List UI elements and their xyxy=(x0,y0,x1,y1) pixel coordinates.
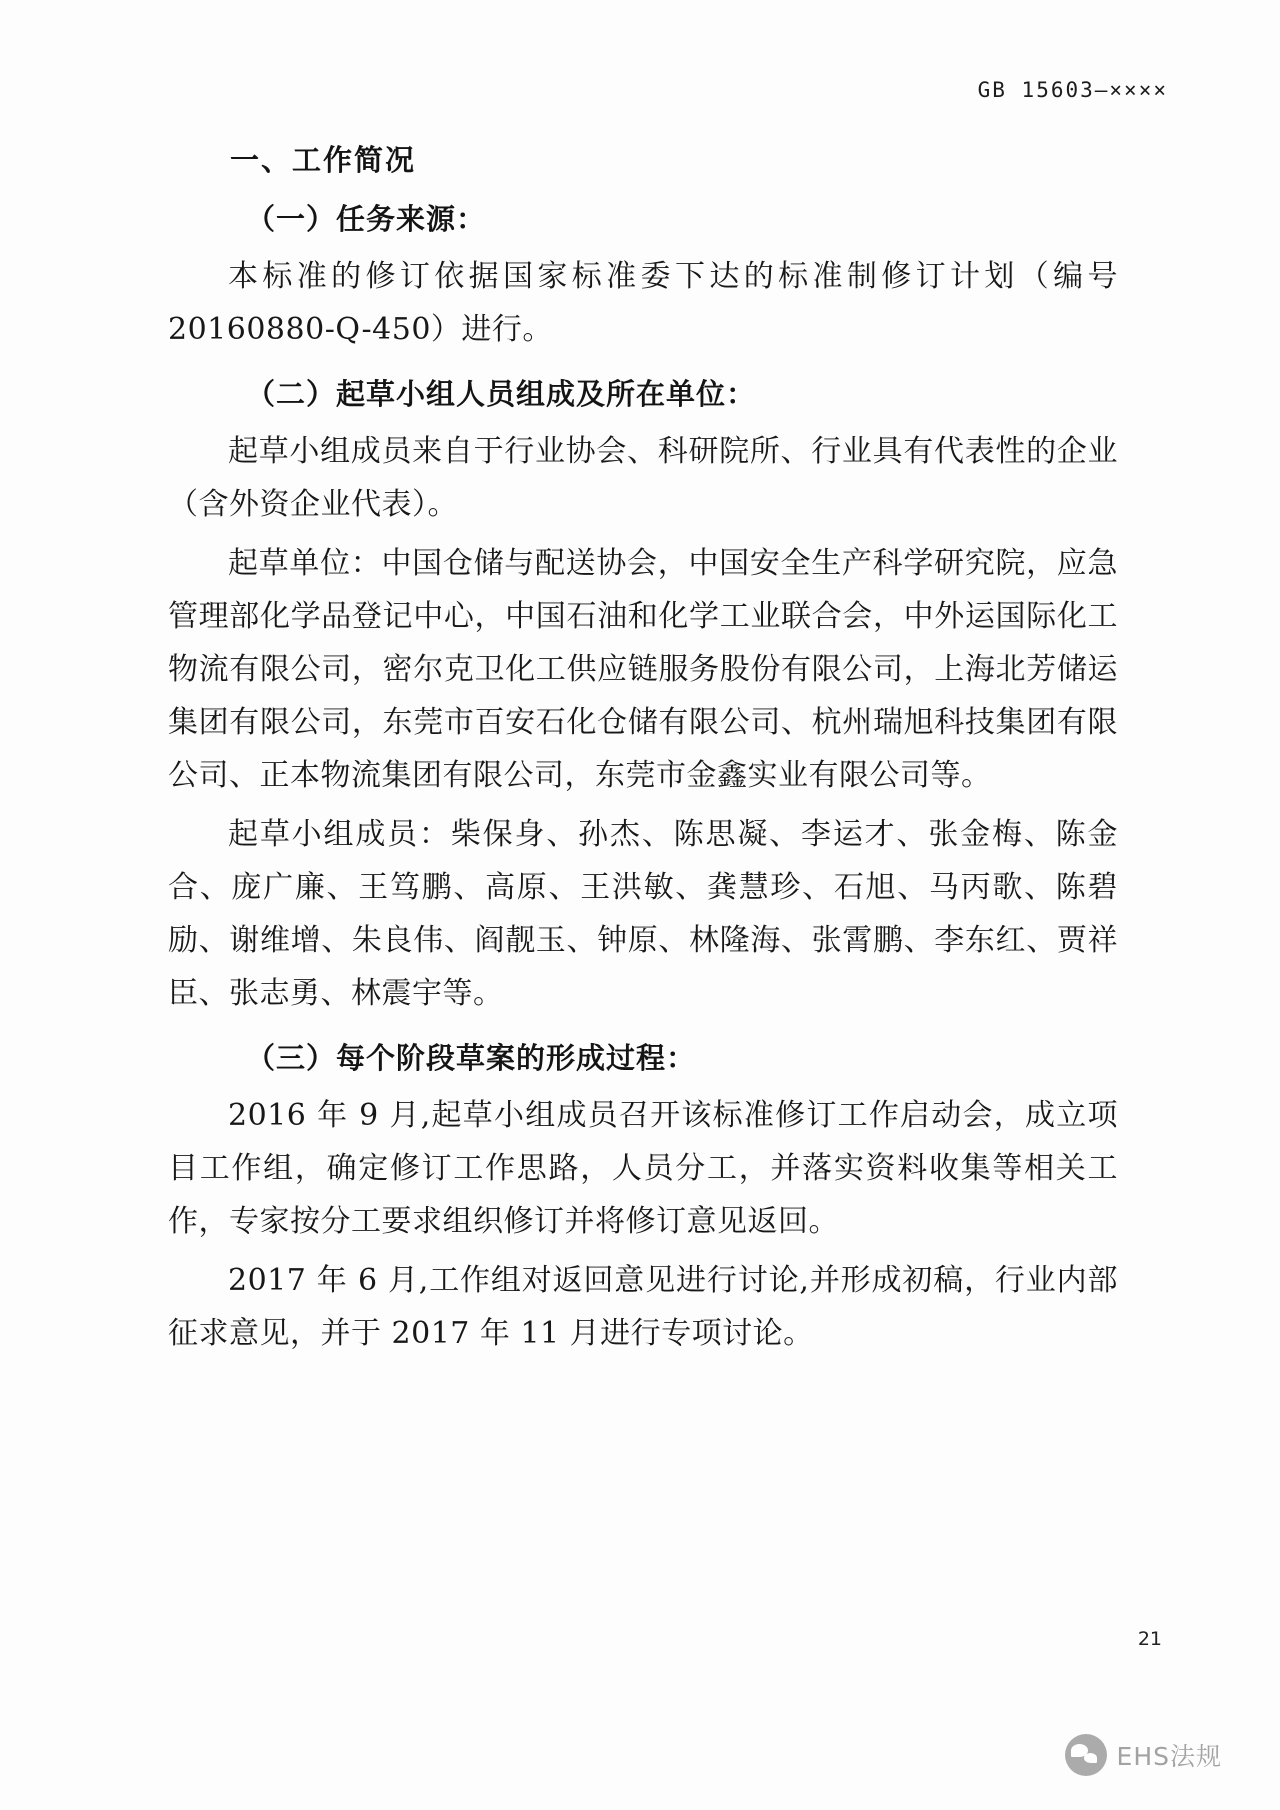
subsection-heading-task-source: （一）任务来源： xyxy=(246,202,487,236)
document-body xyxy=(168,138,1118,1366)
watermark-label: EHS法规 xyxy=(1116,1742,1222,1771)
paragraph-stage-2016: 2016 年 9 月,起草小组成员召开该标准修订工作启动会，成立项目工作组，确定修订工作思路，人员分工，并落实资料收集等相关工作，专家按分工要求组织修订并将修订意见返回。 xyxy=(168,1098,1118,1239)
paragraph-drafting-group-origin: 起草小组成员来自于行业协会、科研院所、行业具有代表性的企业（含外资企业代表）。 xyxy=(168,434,1118,522)
section-heading-work-overview: 一、工作简况 xyxy=(230,143,417,177)
paragraph-drafting-members: 起草小组成员：柴保身、孙杰、陈思凝、李运才、张金梅、陈金合、庞广廉、王笃鹏、高原、王洪敏、龚慧珍、石旭、马丙歌、陈碧励、谢维增、朱良伟、阎靓玉、钟原、林隆海、张霄鹏、李东红、贾祥臣、张志勇、林震宇等。 xyxy=(168,817,1118,1011)
subsection-heading-drafting-group: （二）起草小组人员组成及所在单位： xyxy=(246,377,757,411)
page-number: 21 xyxy=(1137,1628,1162,1650)
paragraph-drafting-units: 起草单位：中国仓储与配送协会，中国安全生产科学研究院，应急管理部化学品登记中心，中国石油和化学工业联合会，中外运国际化工物流有限公司，密尔克卫化工供应链服务股份有限公司，上海北芳储运集团有限公司，东莞市百安石化仓储有限公司、杭州瑞旭科技集团有限公司、正本物流集团有限公司，东莞市金鑫实业有限公司等。 xyxy=(168,546,1118,793)
paragraph-stage-2017: 2017 年 6 月,工作组对返回意见进行讨论,并形成初稿，行业内部征求意见，并于 2017 年 11 月进行专项讨论。 xyxy=(168,1263,1118,1351)
watermark xyxy=(1065,1734,1222,1776)
wechat-logo-icon xyxy=(1065,1734,1107,1776)
subsection-heading-draft-stages: （三）每个阶段草案的形成过程： xyxy=(246,1041,697,1075)
page-header-standard-code: GB 15603—×××× xyxy=(977,78,1168,102)
paragraph-task-source: 本标准的修订依据国家标准委下达的标准制修订计划（编号 20160880-Q-450）进行。 xyxy=(168,259,1118,347)
